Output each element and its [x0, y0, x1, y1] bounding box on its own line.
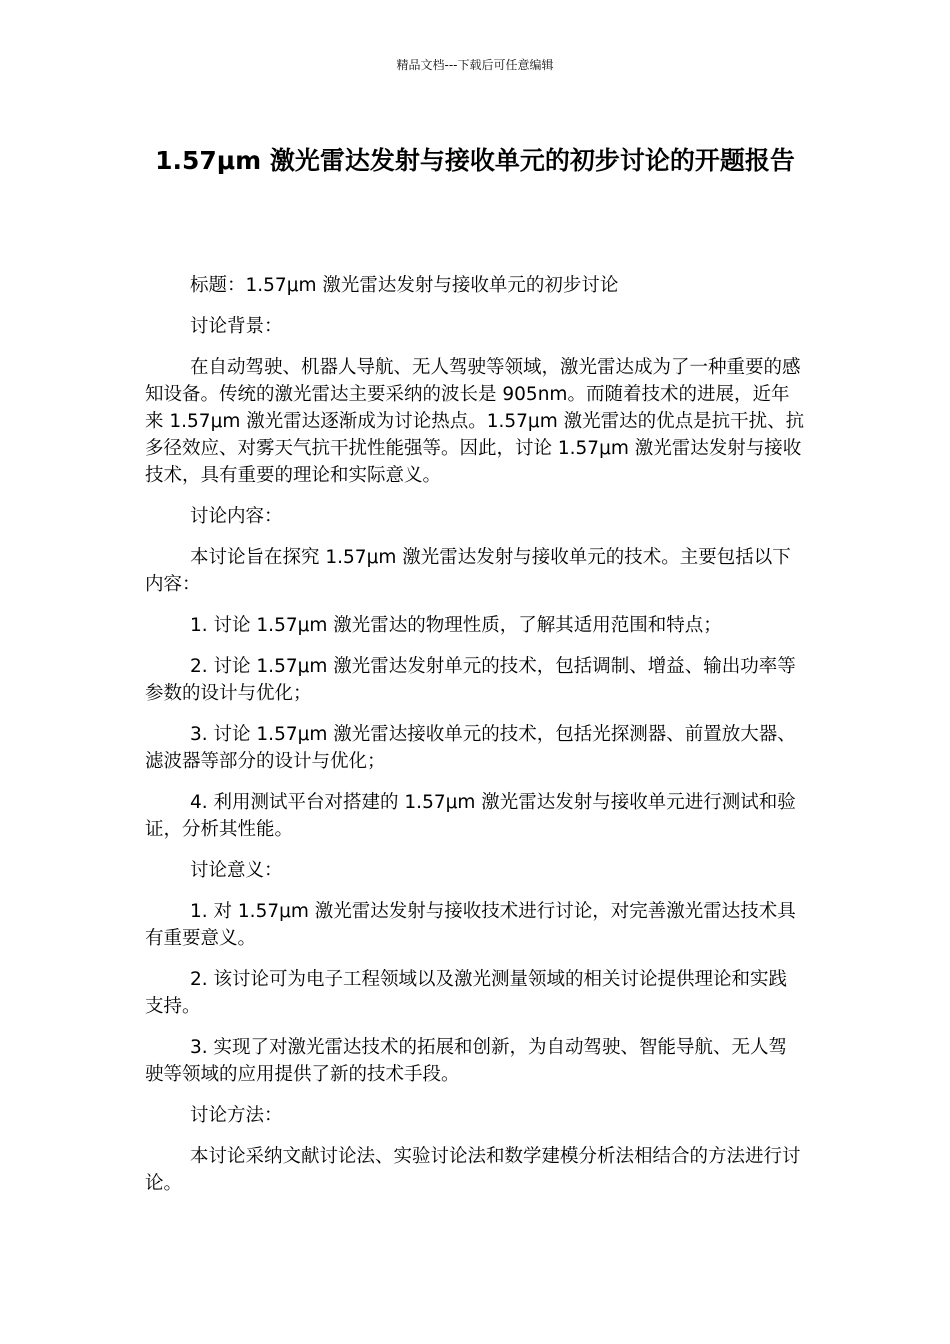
section-heading-background: 讨论背景：: [190, 316, 283, 337]
list-item-content-4: 4. 利用测试平台对搭建的 1.57μm 激光雷达发射与接收单元进行测试和验证，分析其性能。: [145, 792, 796, 840]
list-item-content-1: 1. 讨论 1.57μm 激光雷达的物理性质，了解其适用范围和特点；: [190, 615, 722, 636]
paragraph-content-intro: 本讨论旨在探究 1.57μm 激光雷达发射与接收单元的技术。主要包括以下内容：: [145, 547, 791, 595]
section-heading-content: 讨论内容：: [190, 506, 283, 527]
list-item-significance-3: 3. 实现了对激光雷达技术的拓展和创新，为自动驾驶、智能导航、无人驾驶等领域的应用提供了新的技术手段。: [145, 1037, 788, 1085]
paragraph-method: 本讨论采纳文献讨论法、实验讨论法和数学建模分析法相结合的方法进行讨论。: [145, 1146, 801, 1194]
section-heading-significance: 讨论意义：: [190, 860, 283, 881]
paragraph-background: 在自动驾驶、机器人导航、无人驾驶等领域，激光雷达成为了一种重要的感知设备。传统的激光雷达主要采纳的波长是 905nm。而随着技术的进展，近年来 1.57μm 激光雷达逐渐成为讨论热点。1.57μm 激光雷达的优点是抗干扰、抗多径效应、对雾天气抗干扰性能强等。因此，讨论 1.57μm 激光雷达发射与接收技术，具有重要的理论和实际意义。: [145, 357, 805, 486]
list-item-significance-2: 2. 该讨论可为电子工程领域以及激光测量领域的相关讨论提供理论和实践支持。: [145, 969, 788, 1017]
list-item-content-2: 2. 讨论 1.57μm 激光雷达发射单元的技术，包括调制、增益、输出功率等参数的设计与优化；: [145, 656, 796, 704]
paragraph-title-line: 标题：1.57μm 激光雷达发射与接收单元的初步讨论: [190, 275, 619, 296]
document-body: [145, 272, 805, 1211]
document-title: 1.57μm 激光雷达发射与接收单元的初步讨论的开题报告: [155, 146, 795, 175]
header-note: 精品文档---下载后可任意编辑: [396, 58, 554, 72]
list-item-content-3: 3. 讨论 1.57μm 激光雷达接收单元的技术，包括光探测器、前置放大器、滤波器等部分的设计与优化；: [145, 724, 796, 772]
section-heading-method: 讨论方法：: [190, 1105, 283, 1126]
list-item-significance-1: 1. 对 1.57μm 激光雷达发射与接收技术进行讨论，对完善激光雷达技术具有重要意义。: [145, 901, 796, 949]
